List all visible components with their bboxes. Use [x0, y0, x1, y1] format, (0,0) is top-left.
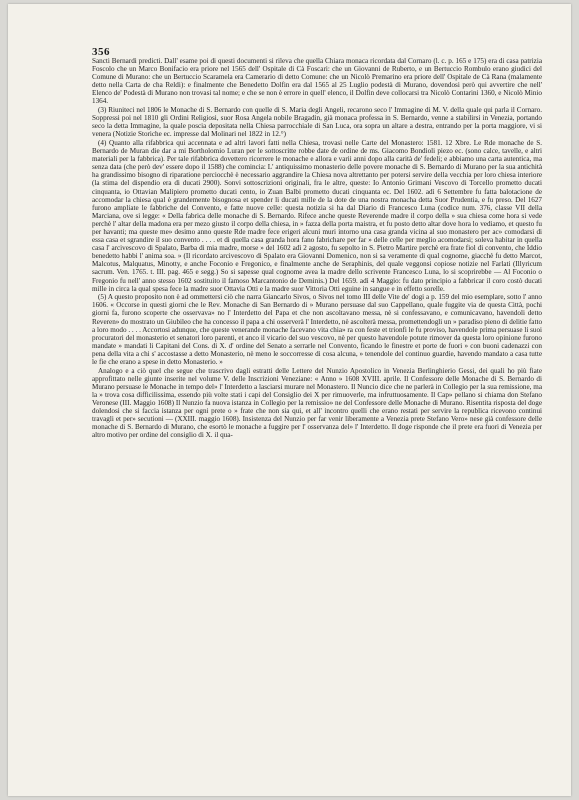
footnote-3: (3) Riuniteci nel 1806 le Monache di S. Bernardo con quelle di S. Maria degli Angeli, recarono seco l' Immagine di M. V. della quale qui parla il Cornaro. Soppressi poi nel 1810 gli Ordini Religiosi, suor Rosa Angela nobile Bragadin, già monaca professa in S. Bernardo, venne a stabilirsi in Venezia, portando seco la detta Immagine, la quale poscia depositata nella Chiesa parrocchiale di San Luca, ora sopra un altare a destra, entrando per la porta maggiore, vi si venera (Notizie Storiche ec. impresse dal Molinari nel 1822 in 12.°)	[92, 106, 542, 139]
paragraph-continuation: Sancti Bernardi predicti. Dall' esame poi di questi documenti si rileva che quella Chiara monaca ricordata dal Cornaro (l. c. p. 165 e 175) era di casa patrizia Foscolo che un Marco Bonifacio era priore nel 1565 dell' Ospitale di Cà Foscari: che un Giovanni de Ruberto, e un Bertuccio Rombulo erano giudici del Comune di Murano: che un Bertuccio Scaramela era Camerario di detto Comune: che un Nicolò Premarino era priore dell' Ospitale de Cà Rana (malamente detto nella Carta de cha Reldi): e finalmente che Benedetto Dolfin era dal 1565 al 25 Luglio podestà di Murano, dovendosi però qui avvertire che nell' Elenco de' Podestà di Murano non trovasi tal nome; e che se non è errore in quell' elenco, il Dolfin deve collocarsi tra Nicolò Contarini 1360, e Nicolò Minio 1364.	[92, 57, 542, 106]
footnote-5: (5) A questo proposito non è ad ommettersi ciò che narra Giancarlo Sivos, o Sivos nel tomo III delle Vite de' dogi a p. 159 del mio esemplare, sotto l' anno 1606. « Occorse in questi giorni che le Rev. Monache di San Bernardo di » Murano persuase dal suo Cappellano, quale fuggite via de questa Città, pochi giorni fa, furono scoperte che osservava» no l' Interdetto del Papa et che non ascoltavano messa, nè si confessavano, e comunicavano, havendoli detto Reveren» do mostrato un Giubileo che ha concesso il papa a chi osserverà l' Interdetto, nè ascolterà messa, promettendogli un » paradiso pieno di delitie fatto a loro modo . . . . Accortosi adunque, che queste venerande monache facevano vita chia» ra con feste et trionfi le fu proviso, havendole prima persuase li suoi procuratori del monasterio et senatori loro parenti, et anco il vicario del suo vescovo, nè per questo havendole potute rimover da questa loro opinione furono mandate » mandati li Capitani del Cons. di X. d' ordine del Senato a serrarle nel Convento, ficando le finestre et porte de fuori » con buoni cadenazzi con pena della vita a chi s' accostasse a detto Monasterio, nè meno le soccorresse di cosa alcuna, » tenendole del continuo guardie, havendo mandato a casa tutte le fie che erano a spese in detto Monasterio. »	[92, 293, 543, 366]
page-number: 356	[92, 46, 110, 58]
footnote-5-continuation: Analogo e a ciò quel che segue che trascrivo dagli estratti delle Lettere del Nunzio Apostolico in Venezia Berlinghierio Gessi, dei quali ho più fiate approfittato nelle giunte inserite nel volume V. delle Inscrizioni Veneziane: « Anno » 1608 XVIII. aprile. Il Confessore delle Monache di S. Bernardo di Murano persuase le Monache in tempo del» l' Interdetto a lasciarsi murare nel Monastero. Il Nuncio dice che ne parlerà in Collegio per la sua remissione, ma la » trova cosa difficilissima, essendo più volte stati i capi del Consiglio dei X per rimuoverle, ma infruttuosamente. Il Cap» pellano si chiama don Stefano Veronese (III. Maggio 1608) Il Nunzio fa nuova istanza in Collegio per la remissio» ne del Confessore delle Monache di Murano. Risentita risposta del doge dolendosi che si faccia istanza per ogni prete o » frate che non sia qui, et all' incontro quelli che erano restati per servire la republica ricevono continui travagli et per» secutioni — (XXIII. maggio 1608). Insistenza del Nunzio per far venir liberamente a Venezia prete Stefano Vero» nese già confessore delle monache di S. Bernardo di Murano, che esortò le monache a fuggire per l' osservanza del» l' Interdetto. Il doge risponde che il prete era fuori di Venezia per altro motivo per ordine del consiglio di X. il qua-	[92, 366, 542, 440]
footnote-4: (4) Quanto alla rifabbrica qui accennata e ad altri lavori fatti nella Chiesa, trovasi nelle Carte del Monastero: 1581. 12 Xbre. Le Rde monache de S. Bernardo de Muran die dar a mi Bortholomio Luran per le sottoscritte robbe date de ordine de ms. Giacomo Bondioli piezo ec. (sono calce, tavelle, e altri materiali per la fabbrica). Per tale rifabbrica dovettero ricorrere le monache e allora e varii anni dopo alla carità de' fedeli; e abbiamo una carta autentica, ma senza data (che però dev' essere dopo il 1588) che comincia: L' antiquissimo monasterio delle povere monache di S. Bernardo di Murano per la sua antichità ha grandissimo bisogno di riparatione perciocchè è necessario aggrandire la Chiesa nova altrettanto per potersi servire della vecchia per loro chiesa interiore (la stima del dispendio era di ducati 2900). Sonvi sottoscrizioni originali, fra le altre, queste: Io Antonio Grimani Vescovo di Torcello prometto ducati cinquanta, io Ottavian Malipiero prometto ducati cento, io Zuan Balbi prometto ducati cinquanta ec. Del 1602. adì 6 Settembre fu fatta balotacione de accomodar la chiesa qual è grandemente bisognosa et spender li ducati mille de la dote de una nostra monacha detta Suor Prudentia, e fu preso. Del 1627 furono ampliate le fabbriche del Convento, e fatte nuove celle: questa notizia si ha dal Diario di Francesco Luna (codice num. 376, classe VII della Marciana, ove si legge: « Della fabrica delle monache di S. Bernardo. Rifece anche queste Reverende madre il corpo della » sua chiesa come hora si vede perchè l' altar della madona era per mezo giusto il corpo della chiesa, in » fazza della porta maistra, et fu posto detto altar dove hora lo vediamo, et questo fu per havanti; ma queste me» desimo anno queste Rde madre fece erigeri alcuni muri intorno una casa granda vicina al suo monastero per ac» comodarsi di essa casa et sgrandire il suo convento . . . . et di quella casa granda hora fano fabrichare per far » delle celle per meglio acomodarsi; soleva habitar in quella casa l' arcivescovo di Spalato, Barba di mia madre, morse » del 1602 adì 2 agosto, fu sepolto in S. Pietro Martire perchè era frate fiol di convento, che Iddio benedetto habbi l' anima soa. » (Il ricordato arcivescovo di Spalato era Giovanni Domenico, non si sa veramente di qual cognome, giacchè fu detto Marcot, Malcotus, Malquatus, Minotty, e anche Foconio e Fregonico, e finalmente anche de Seraphinis, del quale veggonsi copiose notizie nel Farlati (Illyricum sacrum. Ven. 1765. t. III. pag. 465 e segg.) So si sapesse qual cognome avea la madre dello scrivente Francesco Luna, lo si scoprirebbe — Al Foconio o Fregonio fu nell' anno stesso 1602 sostituito il famoso Marcantonio de Deminis.) Del 1659. adì 4 Maggio: fu dato principio a fabbricar il coro costò ducati mille in circa la qual spesa fece la madre suor Ottavia Otti e la madre suor Vittoria Otti eguine in sangue e in effetto sorelle.	[92, 138, 542, 293]
document-page	[8, 4, 571, 796]
page-text	[92, 57, 542, 439]
